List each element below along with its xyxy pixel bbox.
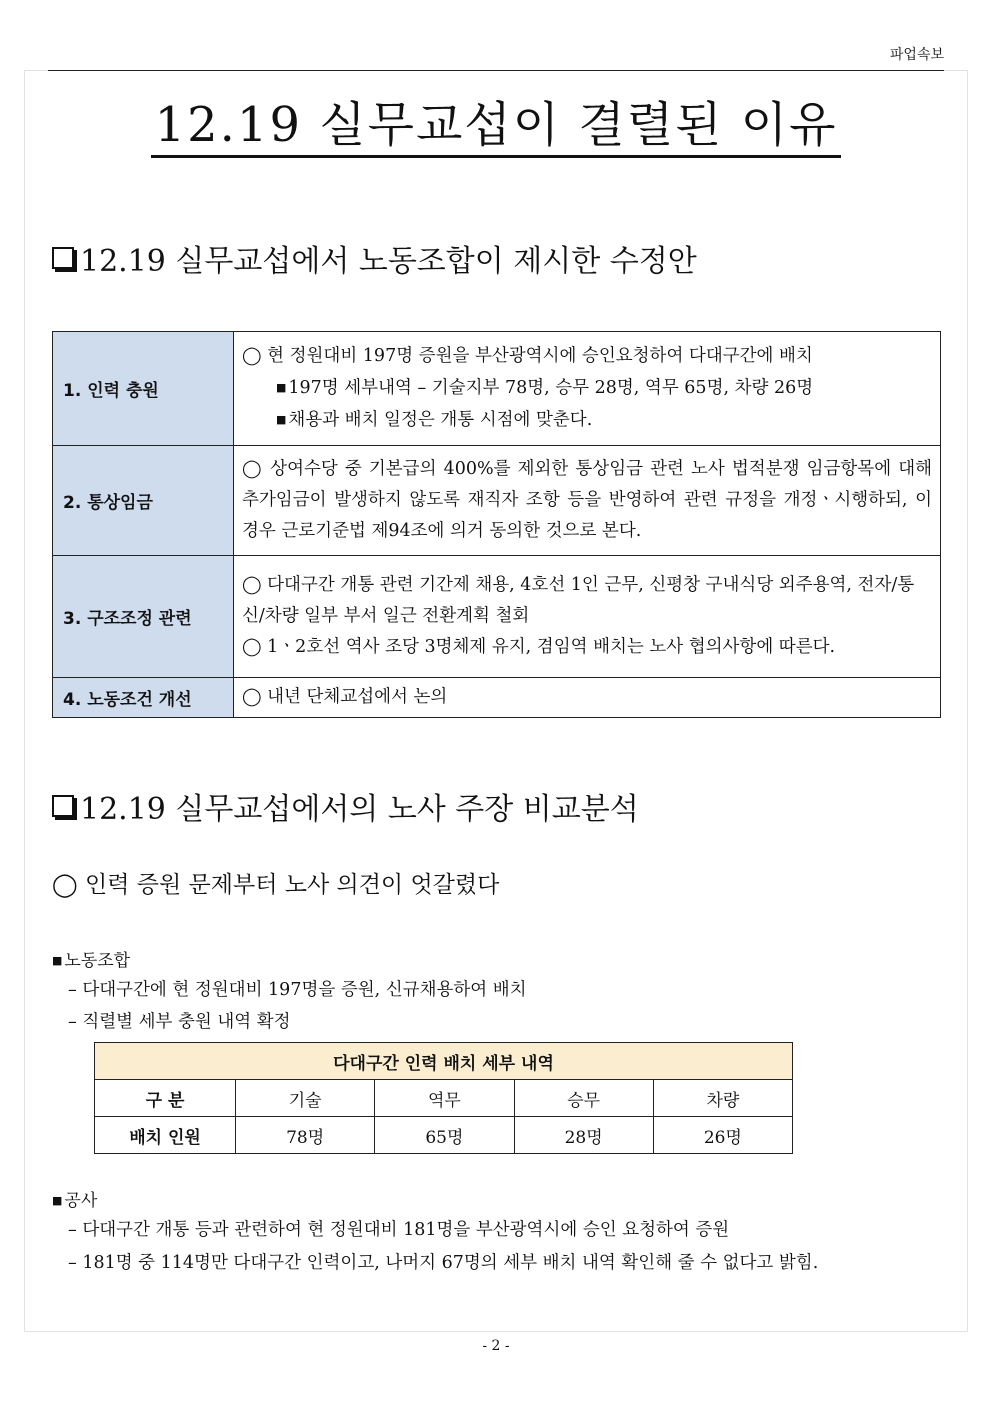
header-label-cell: 구 분 xyxy=(95,1080,236,1117)
row-content xyxy=(234,446,941,556)
square-bullet-icon: ■ xyxy=(276,413,287,426)
union-label xyxy=(52,946,130,971)
content-line: ◯ 상여수당 중 기본급의 400%를 제외한 통상임금 관련 노사 법적분쟁 임금항목에 대해 추가임금이 발생하지 않도록 재직자 조항 등을 반영하여 관련 규정을 개정ㆍ시행하되, 이 경우 근로기준법 제94조에 의거 동의한 것으로 본다. xyxy=(242,459,932,541)
table-row xyxy=(95,1117,793,1154)
section1-heading xyxy=(52,236,697,280)
section2-subheading: ◯ 인력 증원 문제부터 노사 의견이 엇갈렸다 xyxy=(52,872,500,898)
sub-item-text: 197명 세부내역 – 기술지부 78명, 승무 28명, 역무 65명, 차량 26명 xyxy=(288,378,814,398)
row-label: 3. 구조조정 관련 xyxy=(53,556,234,678)
content-line: ◯ 다대구간 개통 관련 기간제 채용, 4호선 1인 근무, 신평창 구내식당 외주용역, 전자/통신/차량 일부 부서 일근 전환계획 철회 xyxy=(242,575,915,626)
checkbox-bullet-icon xyxy=(52,247,74,269)
header-rule xyxy=(48,70,944,71)
section2-heading-text: 12.19 실무교섭에서의 노사 주장 비교분석 xyxy=(80,792,639,827)
square-bullet-icon: ■ xyxy=(52,1194,63,1207)
table-caption-row xyxy=(95,1043,793,1080)
table-row xyxy=(53,332,941,446)
column-header: 승무 xyxy=(514,1080,653,1117)
row-label: 4. 노동조건 개선 xyxy=(53,678,234,718)
square-bullet-icon: ■ xyxy=(276,381,287,394)
corp-label-text: 공사 xyxy=(64,1191,98,1211)
column-header: 기술 xyxy=(236,1080,375,1117)
table-header-row xyxy=(95,1080,793,1117)
page-number: - 2 - xyxy=(482,1338,510,1354)
section2-heading xyxy=(52,784,639,828)
corp-item: – 다대구간 개통 등과 관련하여 현 정원대비 181명을 부산광역시에 승인 요청하여 증원 xyxy=(68,1220,730,1240)
value-cell: 26명 xyxy=(653,1117,792,1154)
corp-item: – 181명 중 114명만 다대구간 인력이고, 나머지 67명의 세부 배치 내역 확인해 줄 수 없다고 밝힘. xyxy=(68,1253,819,1273)
union-item: – 다대구간에 현 정원대비 197명을 증원, 신규채용하여 배치 xyxy=(68,980,527,1000)
value-cell: 28명 xyxy=(514,1117,653,1154)
union-item: – 직렬별 세부 충원 내역 확정 xyxy=(68,1012,291,1032)
deployment-table-caption: 다대구간 인력 배치 세부 내역 xyxy=(95,1043,793,1080)
row-content xyxy=(234,678,941,718)
column-header: 차량 xyxy=(653,1080,792,1117)
deployment-table xyxy=(94,1042,793,1154)
section1-heading-text: 12.19 실무교섭에서 노동조합이 제시한 수정안 xyxy=(80,244,697,279)
corp-label xyxy=(52,1186,97,1211)
column-header: 역무 xyxy=(375,1080,514,1117)
table-row xyxy=(53,446,941,556)
value-cell: 65명 xyxy=(375,1117,514,1154)
row-content xyxy=(234,556,941,678)
proposal-table xyxy=(52,331,941,718)
row-content xyxy=(234,332,941,446)
page-title-text: 12.19 실무교섭이 결렬된 이유 xyxy=(151,97,842,158)
value-cell: 78명 xyxy=(236,1117,375,1154)
content-line: ◯ 현 정원대비 197명 증원을 부산광역시에 승인요청하여 다대구간에 배치 xyxy=(242,346,813,366)
content-line: ◯ 1ㆍ2호선 역사 조당 3명체제 유지, 겸임역 배치는 노사 협의사항에 따른다. xyxy=(242,637,836,657)
table-row xyxy=(53,556,941,678)
square-bullet-icon: ■ xyxy=(52,954,63,967)
content-line: ◯ 내년 단체교섭에서 논의 xyxy=(242,687,448,707)
table-row xyxy=(53,678,941,718)
row-label-cell: 배치 인원 xyxy=(95,1117,236,1154)
row-label: 1. 인력 충원 xyxy=(53,332,234,446)
page-title xyxy=(0,86,992,155)
sub-item xyxy=(242,372,932,404)
row-label: 2. 통상임금 xyxy=(53,446,234,556)
union-label-text: 노동조합 xyxy=(64,951,131,971)
sub-item-text: 채용과 배치 일정은 개통 시점에 맞춘다. xyxy=(288,410,593,430)
header-label: 파업속보 xyxy=(889,47,944,63)
sub-item xyxy=(242,404,932,436)
checkbox-bullet-icon xyxy=(52,795,74,817)
